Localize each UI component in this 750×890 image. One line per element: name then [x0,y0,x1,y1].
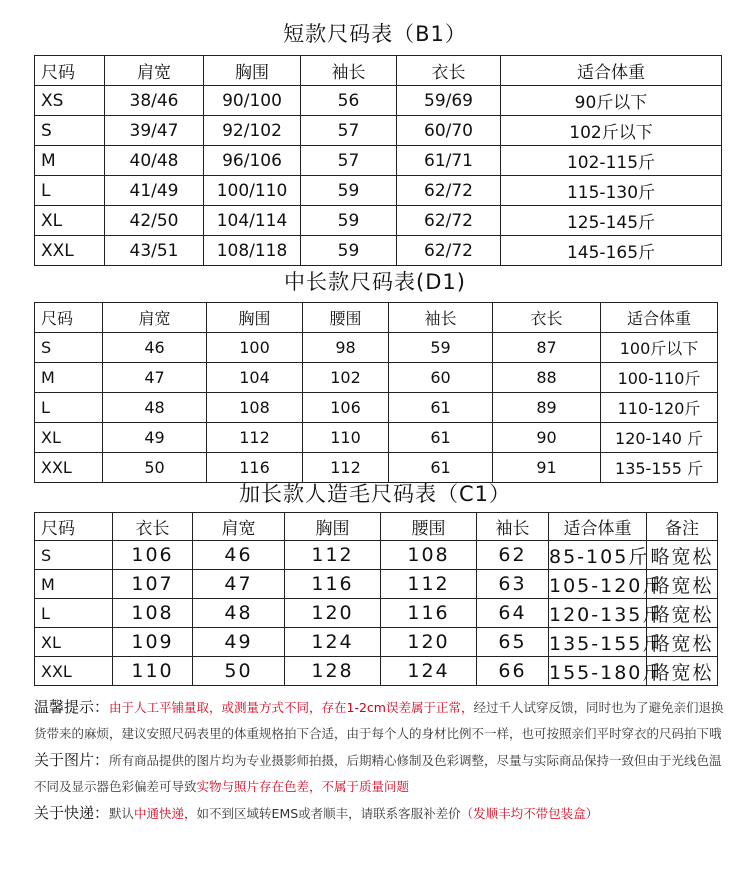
column-header: 衣长 [397,56,501,86]
table-row [35,176,722,206]
table-row [35,206,722,236]
column-header: 腰围 [303,303,389,333]
photo-note [34,747,724,800]
column-header: 胸围 [207,303,303,333]
table-cell: 87 [493,333,601,363]
table-cell: 109 [113,628,193,657]
table-cell: 40/48 [105,146,204,176]
table-row [35,116,722,146]
table-row [35,541,718,570]
column-header: 肩宽 [193,513,285,541]
table-cell: 100/110 [204,176,301,206]
shipping-highlight: （发顺丰均不带包装盒） [460,806,599,821]
table-cell: 91 [493,453,601,483]
shipping-courier: 中通快递 [134,806,185,821]
table-cell: 100斤以下 [601,333,718,363]
column-header: 袖长 [477,513,549,541]
table-cell: 125-145斤 [501,206,722,236]
table-cell: 略宽松 [647,599,718,628]
table-row [35,333,718,363]
table-cell: 64 [477,599,549,628]
table-cell: 135-155斤 [549,628,647,657]
column-header: 适合体重 [601,303,718,333]
table-cell: 略宽松 [647,570,718,599]
table3-title: 加长款人造毛尺码表（C1） [238,482,512,506]
table-cell: 66 [477,657,549,686]
tip-highlight: 由于人工平铺量取，或测量方式不同，存在1-2cm误差属于正常， [109,700,474,715]
table-cell: 39/47 [105,116,204,146]
table-cell: 61/71 [397,146,501,176]
table-cell: 63 [477,570,549,599]
table-cell: 60/70 [397,116,501,146]
table-cell: 59 [389,333,493,363]
table-cell: 59/69 [397,86,501,116]
table-cell: XXL [35,453,103,483]
table-cell: 48 [103,393,207,423]
table-cell: 96/106 [204,146,301,176]
column-header: 尺码 [35,513,113,541]
column-header: 适合体重 [549,513,647,541]
table-cell: 100 [207,333,303,363]
table-cell: 47 [103,363,207,393]
column-header: 衣长 [493,303,601,333]
table-cell: 110 [303,423,389,453]
table-cell: 88 [493,363,601,393]
table-cell: 90 [493,423,601,453]
column-header: 备注 [647,513,718,541]
table-cell: 59 [301,176,397,206]
column-header: 衣长 [113,513,193,541]
table1-title: 短款尺码表（B1） [283,22,467,46]
table-cell: M [35,570,113,599]
table-cell: 90斤以下 [501,86,722,116]
table-row [35,423,718,453]
table-cell: 42/50 [105,206,204,236]
table-row [35,657,718,686]
table-cell: 43/51 [105,236,204,266]
header-row [35,513,718,541]
table-cell: 60 [389,363,493,393]
table-cell: 略宽松 [647,628,718,657]
shipping-note [34,800,724,827]
table-cell: 57 [301,116,397,146]
table-cell: 124 [381,657,477,686]
table-cell: 106 [303,393,389,423]
table-cell: 50 [193,657,285,686]
header-row [35,303,718,333]
table-cell: 112 [303,453,389,483]
table-cell: 116 [285,570,381,599]
table-cell: 65 [477,628,549,657]
table-cell: 110 [113,657,193,686]
column-header: 尺码 [35,303,103,333]
tip-text: 经过千人试穿反馈，同时也为了避免亲们退换货带来的麻烦，建议安照尺码表里的体重规格拍下合适，由于每个人的身材比例不一样，也可按照亲们平时穿衣的尺码拍下哦 [34,700,724,741]
table-cell: 90/100 [204,86,301,116]
table-cell: 106 [113,541,193,570]
table-cell: 155-180斤 [549,657,647,686]
table-cell: 92/102 [204,116,301,146]
table-cell: 102斤以下 [501,116,722,146]
table-cell: 61 [389,393,493,423]
table-row [35,146,722,176]
table-cell: M [35,363,103,393]
table-cell: 120-135斤 [549,599,647,628]
table-cell: 120 [381,628,477,657]
table2-title: 中长款尺码表(D1) [284,270,466,294]
column-header: 肩宽 [105,56,204,86]
table-cell: 61 [389,453,493,483]
table-cell: L [35,393,103,423]
table-cell: 59 [301,236,397,266]
table-cell: 124 [285,628,381,657]
mid-length-size-table [34,302,718,483]
table-row [35,236,722,266]
table-cell: 108 [381,541,477,570]
table-row [35,599,718,628]
table-cell: 135-155 斤 [601,453,718,483]
column-header: 胸围 [285,513,381,541]
table-cell: 50 [103,453,207,483]
table-row [35,393,718,423]
table-row [35,363,718,393]
table-cell: 108 [207,393,303,423]
table-cell: 56 [301,86,397,116]
shipping-label: 关于快递： [34,804,110,822]
table-row [35,628,718,657]
table-cell: 61 [389,423,493,453]
table-cell: S [35,541,113,570]
table-cell: 49 [103,423,207,453]
tip-label: 温馨提示： [34,698,110,716]
table-row [35,86,722,116]
table-cell: XS [35,86,105,116]
table-cell: 57 [301,146,397,176]
table-cell: L [35,599,113,628]
table-cell: 128 [285,657,381,686]
table-cell: 112 [381,570,477,599]
column-header: 腰围 [381,513,477,541]
column-header: 胸围 [204,56,301,86]
table-cell: 41/49 [105,176,204,206]
shipping-text-2: ，如不到区域转EMS或者顺丰，请联系客服补差价 [184,806,461,821]
table-cell: 略宽松 [647,657,718,686]
table-cell: 116 [207,453,303,483]
table-cell: 112 [285,541,381,570]
table-cell: 48 [193,599,285,628]
shipping-text-1: 默认 [109,806,135,821]
table-cell: 102 [303,363,389,393]
photo-label: 关于图片： [34,751,110,769]
header-row [35,56,722,86]
table-cell: 62/72 [397,236,501,266]
table-cell: 46 [103,333,207,363]
table-cell: 59 [301,206,397,236]
table-cell: 110-120斤 [601,393,718,423]
table-cell: XL [35,628,113,657]
table-cell: 120 [285,599,381,628]
table-cell: L [35,176,105,206]
photo-highlight: 实物与照片存在色差，不属于质量问题 [196,779,410,794]
column-header: 适合体重 [501,56,722,86]
table-cell: 46 [193,541,285,570]
table-cell: 85-105斤 [549,541,647,570]
table-cell: 38/46 [105,86,204,116]
table-cell: 108/118 [204,236,301,266]
column-header: 袖长 [389,303,493,333]
tip-note [34,694,724,747]
table-cell: 98 [303,333,389,363]
table-cell: XXL [35,657,113,686]
table-cell: 89 [493,393,601,423]
table-cell: XL [35,206,105,236]
table-cell: 108 [113,599,193,628]
column-header: 尺码 [35,56,105,86]
table-cell: 107 [113,570,193,599]
table-cell: 104/114 [204,206,301,236]
table-cell: 102-115斤 [501,146,722,176]
table-cell: 62/72 [397,206,501,236]
table-cell: 115-130斤 [501,176,722,206]
photo-text: 所有商品提供的图片均为专业摄影师拍摄，后期精心修制及色彩调整，尽量与实际商品保持一致但由于光线色温不同及显示器色彩偏差可导致 [34,753,722,794]
table-cell: 49 [193,628,285,657]
table-cell: 145-165斤 [501,236,722,266]
table-cell: XXL [35,236,105,266]
table-cell: 105-120斤 [549,570,647,599]
table-cell: 47 [193,570,285,599]
table-cell: 62 [477,541,549,570]
table-cell: XL [35,423,103,453]
column-header: 肩宽 [103,303,207,333]
table-cell: 略宽松 [647,541,718,570]
table-cell: 120-140 斤 [601,423,718,453]
table-cell: M [35,146,105,176]
notes-section [34,694,724,827]
table-cell: 62/72 [397,176,501,206]
short-size-table [34,55,722,266]
table-cell: S [35,333,103,363]
table-row [35,570,718,599]
table-cell: 112 [207,423,303,453]
table-cell: 116 [381,599,477,628]
table-cell: S [35,116,105,146]
table-cell: 100-110斤 [601,363,718,393]
table-cell: 104 [207,363,303,393]
long-faux-fur-size-table [34,512,718,686]
column-header: 袖长 [301,56,397,86]
